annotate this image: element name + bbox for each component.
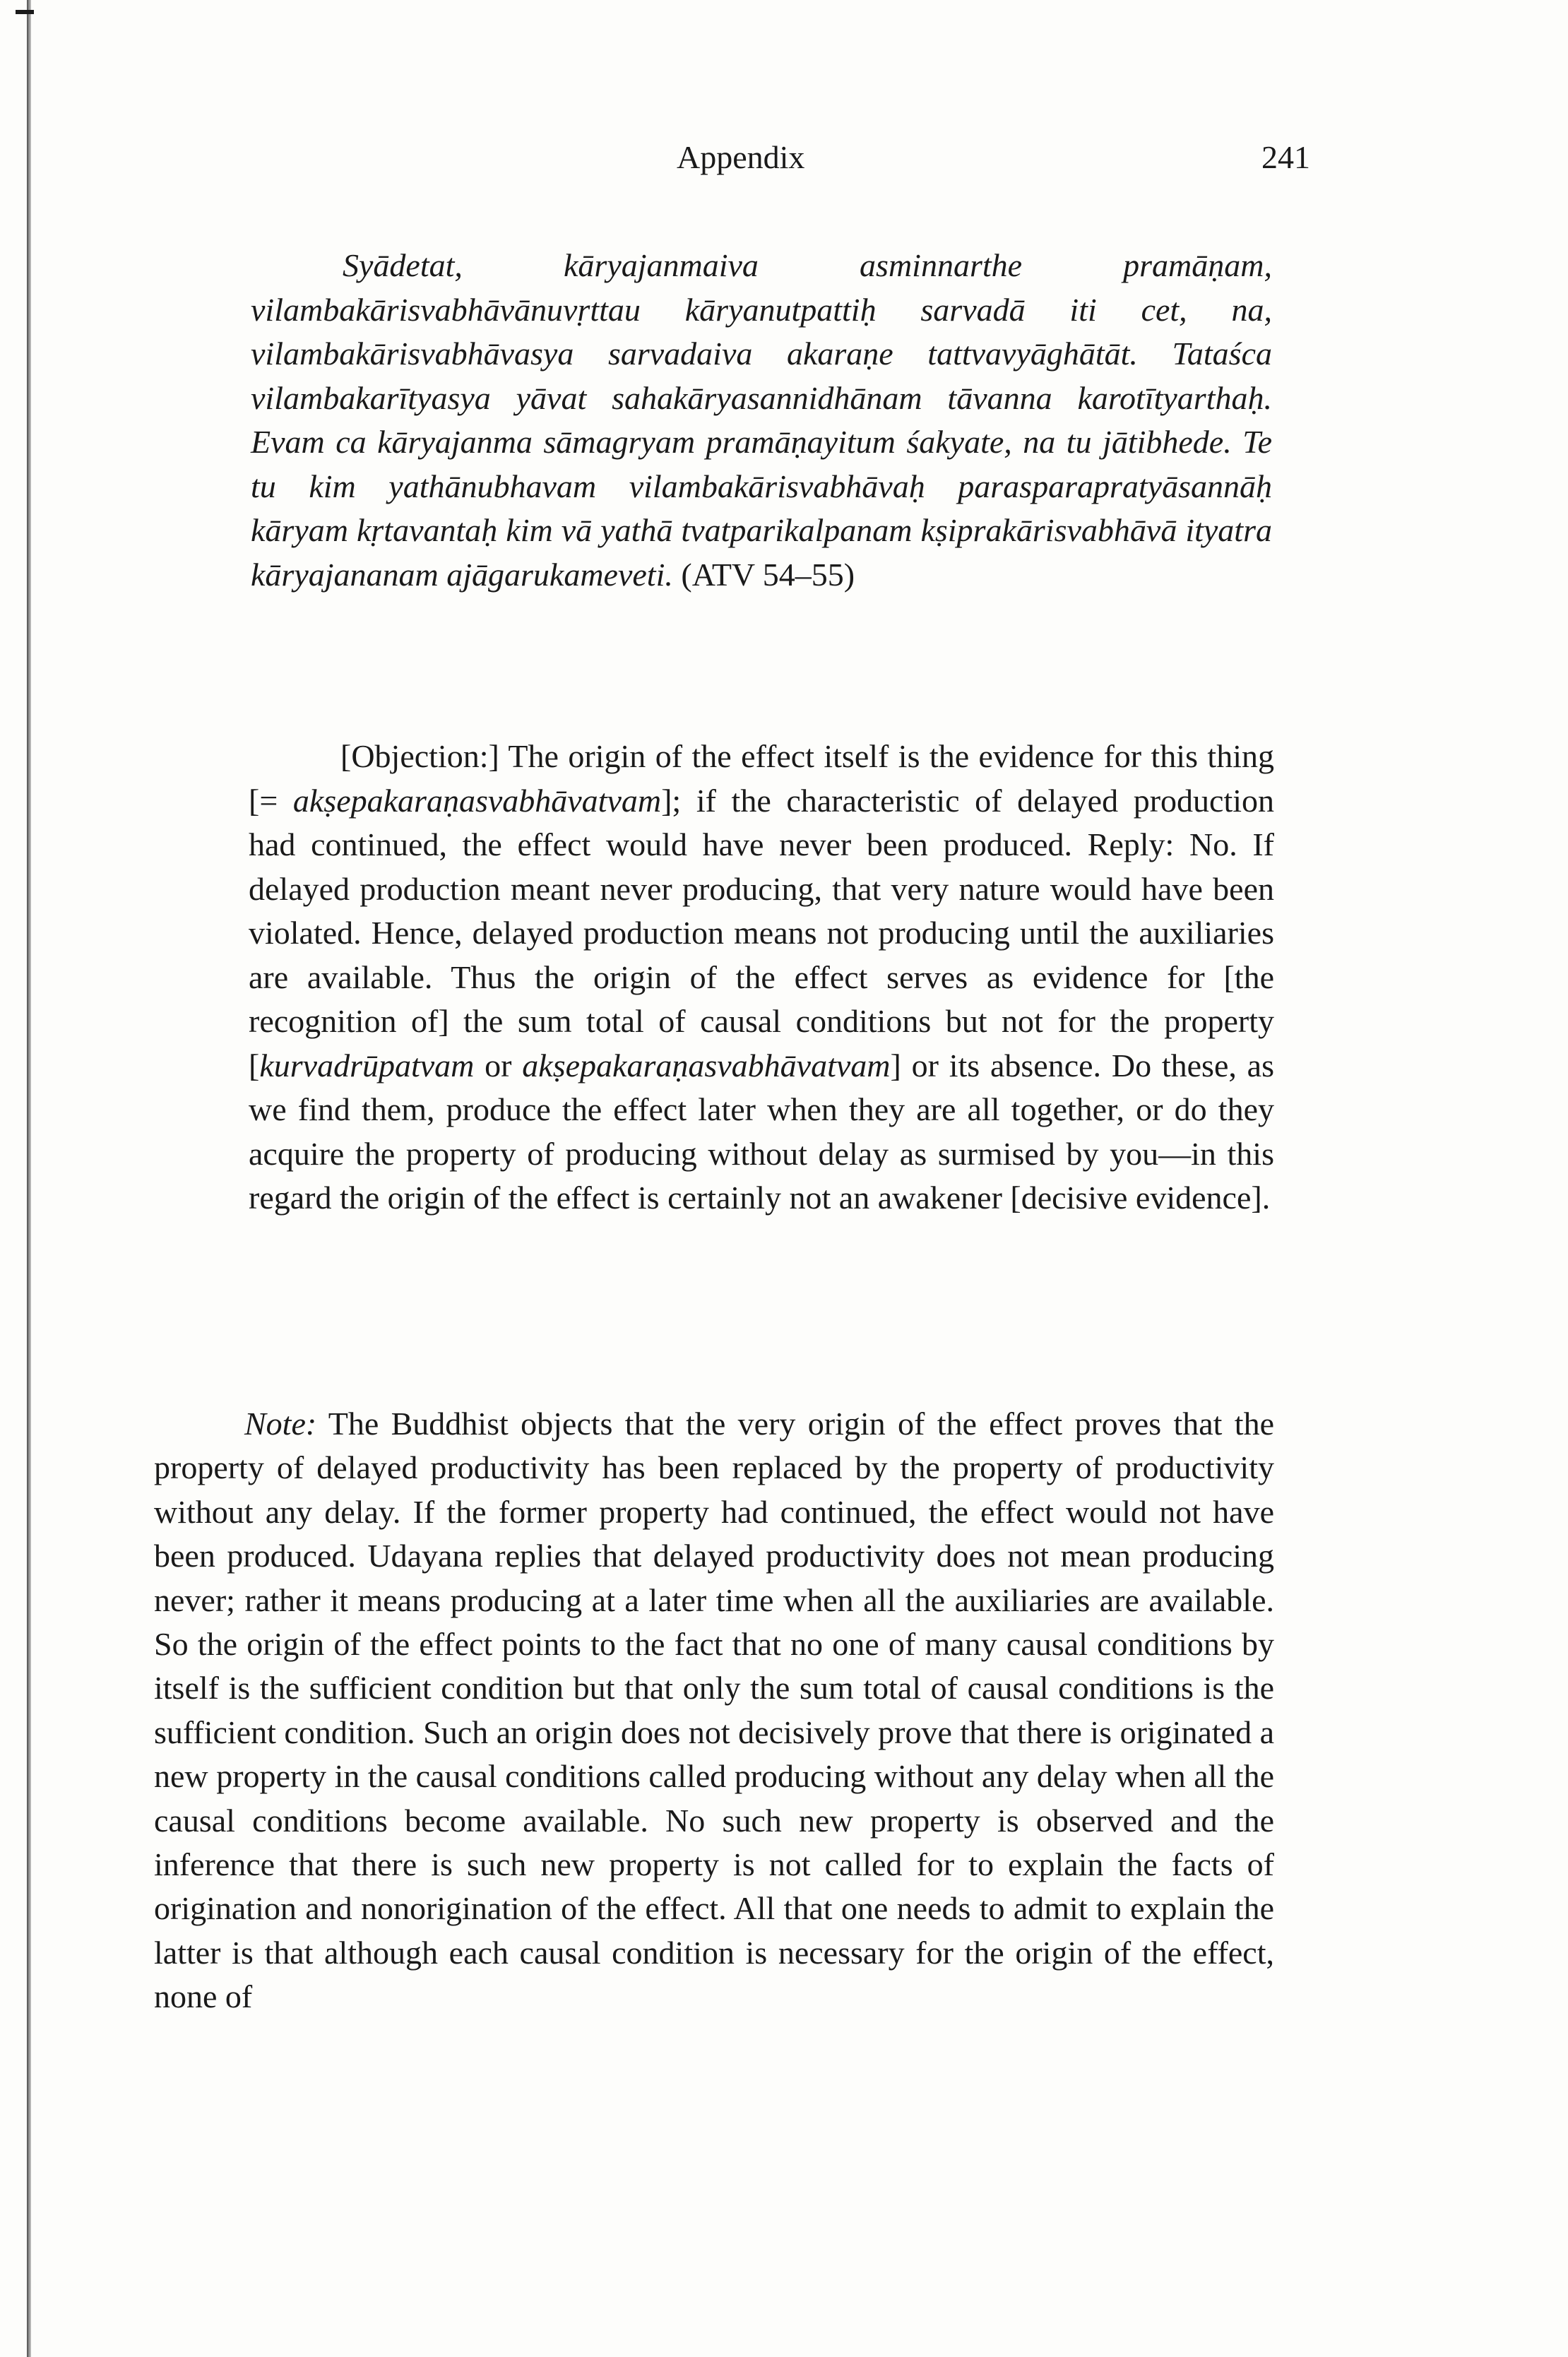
sanskrit-term: akṣepakaraṇasvabhāvatvam [522,1047,891,1083]
translation-paragraph [249,735,1274,1221]
sanskrit-term: kurvadrūpatvam [259,1047,475,1083]
sanskrit-term: akṣepakaraṇasvabhāvatvam [292,782,662,819]
translation-block [249,735,1274,1221]
citation: (ATV 54–55) [681,556,855,593]
note-label: Note: [244,1406,317,1442]
sanskrit-paragraph [251,244,1272,597]
connector-or: or [474,1047,523,1083]
note-paragraph [154,1402,1274,2019]
corner-mark [16,10,34,14]
page-number: 241 [1261,139,1310,175]
page-header [0,138,1568,181]
running-head: Appendix [677,139,805,175]
note-block [154,1402,1274,2019]
translation-text-1: [Objection:] The origin of the effect itself is the evidence for this thing [= [249,738,1274,819]
sanskrit-text: Syādetat, kāryajanmaiva asminnarthe pramāṇam, vilambakārisvabhāvānuvṛttau kāryanutpattiḥ sarvadā iti cet, na, vilambakārisvabhāvasya sarvadaiva akaraṇe tattvavyāghātāt. Tataśca vilambakarītyasya yāvat sahakāryasannidhānam tāvanna karotītyarthaḥ. Evam ca kāryajanma sāmagryam pramāṇayitum śakyate, na tu jātibhede. Te tu kim yathānubhavam vilambakārisvabhāvaḥ parasparapratyāsannāḥ kāryam kṛtavantaḥ kim vā yathā tvatparikalpanam kṣiprakārisvabhāvā ityatra kāryajananam ajāgarukameveti. [251,247,1272,593]
translation-text-3: ] or its absence. Do these, as we find them, produce the effect later when they are all together, or do they acquire the property of producing without delay as surmised by you—in this regard the origin of the effect is certainly not an awakener [decisive evidence]. [249,1047,1274,1216]
translation-text-2: ]; if the characteristic of delayed production had continued, the effect would have never been produced. Reply: No. If delayed production meant never producing, that very nature would have been violated. Hence, delayed production means not producing until the auxiliaries are available. Thus the origin of the effect serves as evidence for [the recognition of] the sum total of causal conditions but not for the property [ [249,782,1275,1083]
sanskrit-quotation [251,244,1272,597]
note-text: The Buddhist objects that the very origin of the effect proves that the property of delayed productivity has been replaced by the property of productivity without any delay. If the former property had continued, the effect would not have been produced. Udayana replies that delayed productivity does not mean producing never; rather it means producing at a later time when all the auxiliaries are available. So the origin of the effect points to the fact that no one of many causal conditions by itself is the sufficient condition but that only the sum total of causal conditions is the sufficient condition. Such an origin does not decisively prove that there is originated a new property in the causal conditions called producing without any delay when all the causal conditions become available. No such new property is observed and the inference that there is such new property is not called for to explain the facts of origination and nonorigination of the effect. All that one needs to admit to explain the latter is that although each causal condition is necessary for the origin of the effect, none of [154,1406,1274,2015]
binding-edge [27,0,31,2357]
